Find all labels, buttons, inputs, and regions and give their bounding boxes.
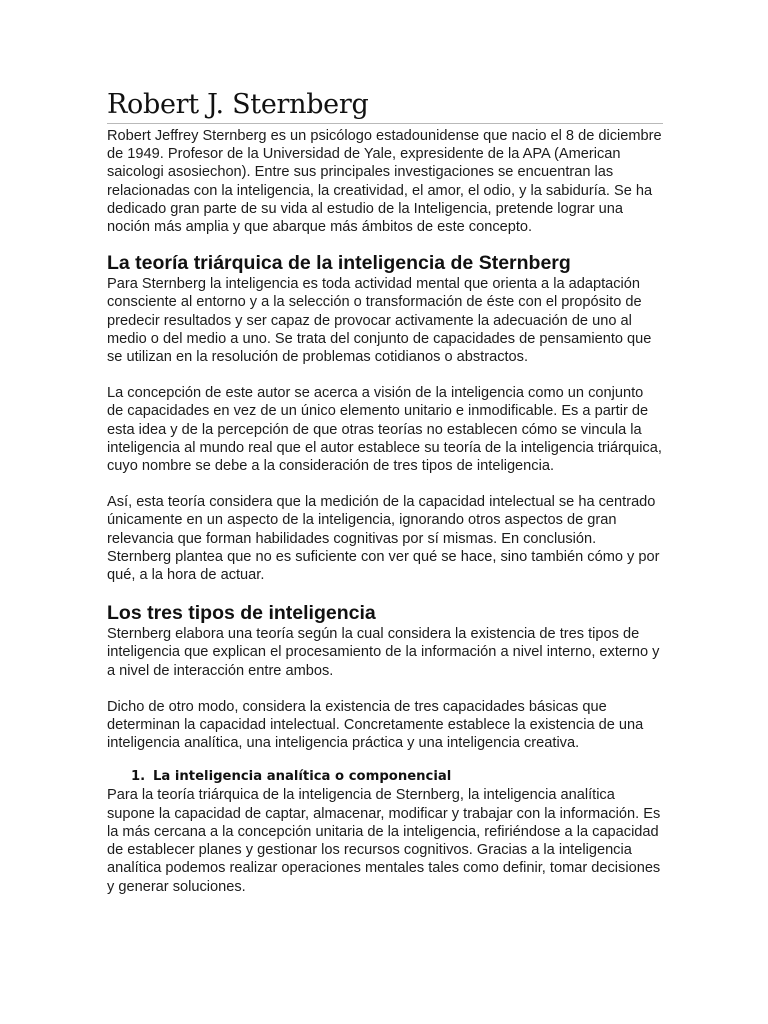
subsection-heading-analytic — [107, 768, 663, 786]
subsection-paragraph: Para la teoría triárquica de la inteligencia de Sternberg, la inteligencia analítica supone la capacidad de captar, almacenar, modificar y trabajar con la información. Es la más cercana a la concepción unitaria de la inteligencia, refiriéndose a la capacidad de establecer planes y gestionar los recursos cognitivos. Gracias a la inteligencia analítica podemos realizar operaciones mentales tales como definir, tomar decisiones y generar soluciones. — [107, 787, 661, 895]
list-number: 1. — [131, 769, 146, 785]
section1-paragraph-3: Así, esta teoría considera que la medición de la capacidad intelectual se ha centrado únicamente en un aspecto de la inteligencia, ignorando otros aspectos de gran relevancia que forman habilidades cognitivas por sí mismas. En conclusión. Sternberg plantea que no es suficiente con ver qué se hace, sino también cómo y por qué, a la hora de actuar. — [107, 494, 660, 584]
section-heading-three-types: Los tres tipos de inteligencia — [107, 602, 376, 625]
section2-paragraph-1: Sternberg elabora una teoría según la cual considera la existencia de tres tipos de inteligencia que explican el procesamiento de la información a nivel interno, externo y a nivel de interacción entre ambos. — [107, 626, 660, 679]
subsection-heading-text: La inteligencia analítica o componencial — [153, 769, 452, 785]
page-title: Robert J. Sternberg — [107, 88, 663, 124]
document-page — [107, 88, 663, 896]
section2-paragraph-2: Dicho de otro modo, considera la existencia de tres capacidades básicas que determinan la capacidad intelectual. Concretamente establece la existencia de una inteligencia analítica, una inteligencia práctica y una inteligencia creativa. — [107, 698, 644, 752]
section-heading-triarchic-theory: La teoría triárquica de la inteligencia de Sternberg — [107, 252, 571, 275]
intro-paragraph: Robert Jeffrey Sternberg es un psicólogo estadounidense que nacio el 8 de diciembre de 1949. Profesor de la Universidad de Yale, expresidente de la APA (American saicologi asosiechon). Entre sus principales investigaciones se encuentran las relacionadas con la inteligencia, la creatividad, el amor, el odio, y la sabiduría. Se ha dedicado gran parte de su vida al estudio de la Inteligencia, pretende lograr una noción más amplia y que abarque más ámbitos de este concepto. — [107, 128, 662, 236]
section1-paragraph-1: Para Sternberg la inteligencia es toda actividad mental que orienta a la adaptación consciente al entorno y a la selección o transformación de éste con el propósito de predecir resultados y ser capaz de provocar activamente la adecuación de uno al medio o del medio a uno. Se trata del conjunto de capacidades de pensamiento que se utilizan en la resolución de problemas cotidianos o abstractos. — [107, 276, 652, 366]
section1-paragraph-2: La concepción de este autor se acerca a visión de la inteligencia como un conjunto de capacidades en vez de un único elemento unitario e inmodificable. Es a partir de esta idea y de la percepción de que otras teorías no establecen cómo se vincula la inteligencia al mundo real que el autor establece su teoría de la inteligencia triárquica, cuyo nombre se debe a la consideración de tres tipos de inteligencia. — [107, 385, 662, 475]
